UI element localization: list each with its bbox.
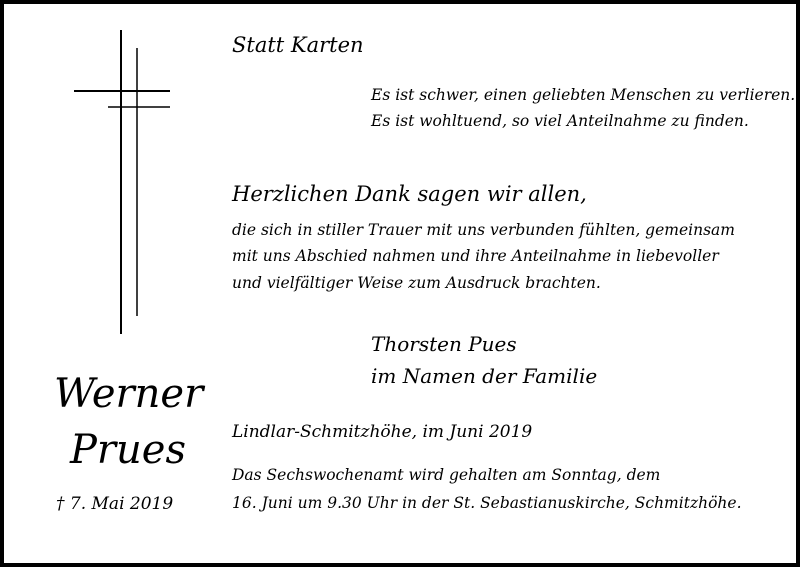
signature-name: Thorsten Pues: [371, 332, 517, 356]
thanks-line-2: mit uns Abschied nahmen und ihre Anteilnahme in liebevoller: [232, 247, 719, 265]
place-date: Lindlar-Schmitzhöhe, im Juni 2019: [232, 422, 533, 442]
deceased-last-name: Prues: [70, 427, 186, 473]
service-line-2: 16. Juni um 9.30 Uhr in der St. Sebastianuskirche, Schmitzhöhe.: [232, 494, 742, 512]
signature-family: im Namen der Familie: [371, 364, 598, 388]
deceased-first-name: Werner: [54, 371, 204, 417]
thanks-heading: Herzlichen Dank sagen wir allen,: [232, 182, 587, 206]
death-date: † 7. Mai 2019: [56, 494, 174, 514]
header-statt-karten: Statt Karten: [232, 33, 364, 57]
thanks-line-3: und vielfältiger Weise zum Ausdruck brachten.: [232, 274, 601, 292]
quote-line-2: Es ist wohltuend, so viel Anteilnahme zu finden.: [371, 112, 749, 130]
quote-line-1: Es ist schwer, einen geliebten Menschen zu verlieren.: [371, 86, 796, 104]
thanks-line-1: die sich in stiller Trauer mit uns verbunden fühlten, gemeinsam: [232, 221, 735, 239]
service-line-1: Das Sechswochenamt wird gehalten am Sonntag, dem: [232, 466, 661, 484]
